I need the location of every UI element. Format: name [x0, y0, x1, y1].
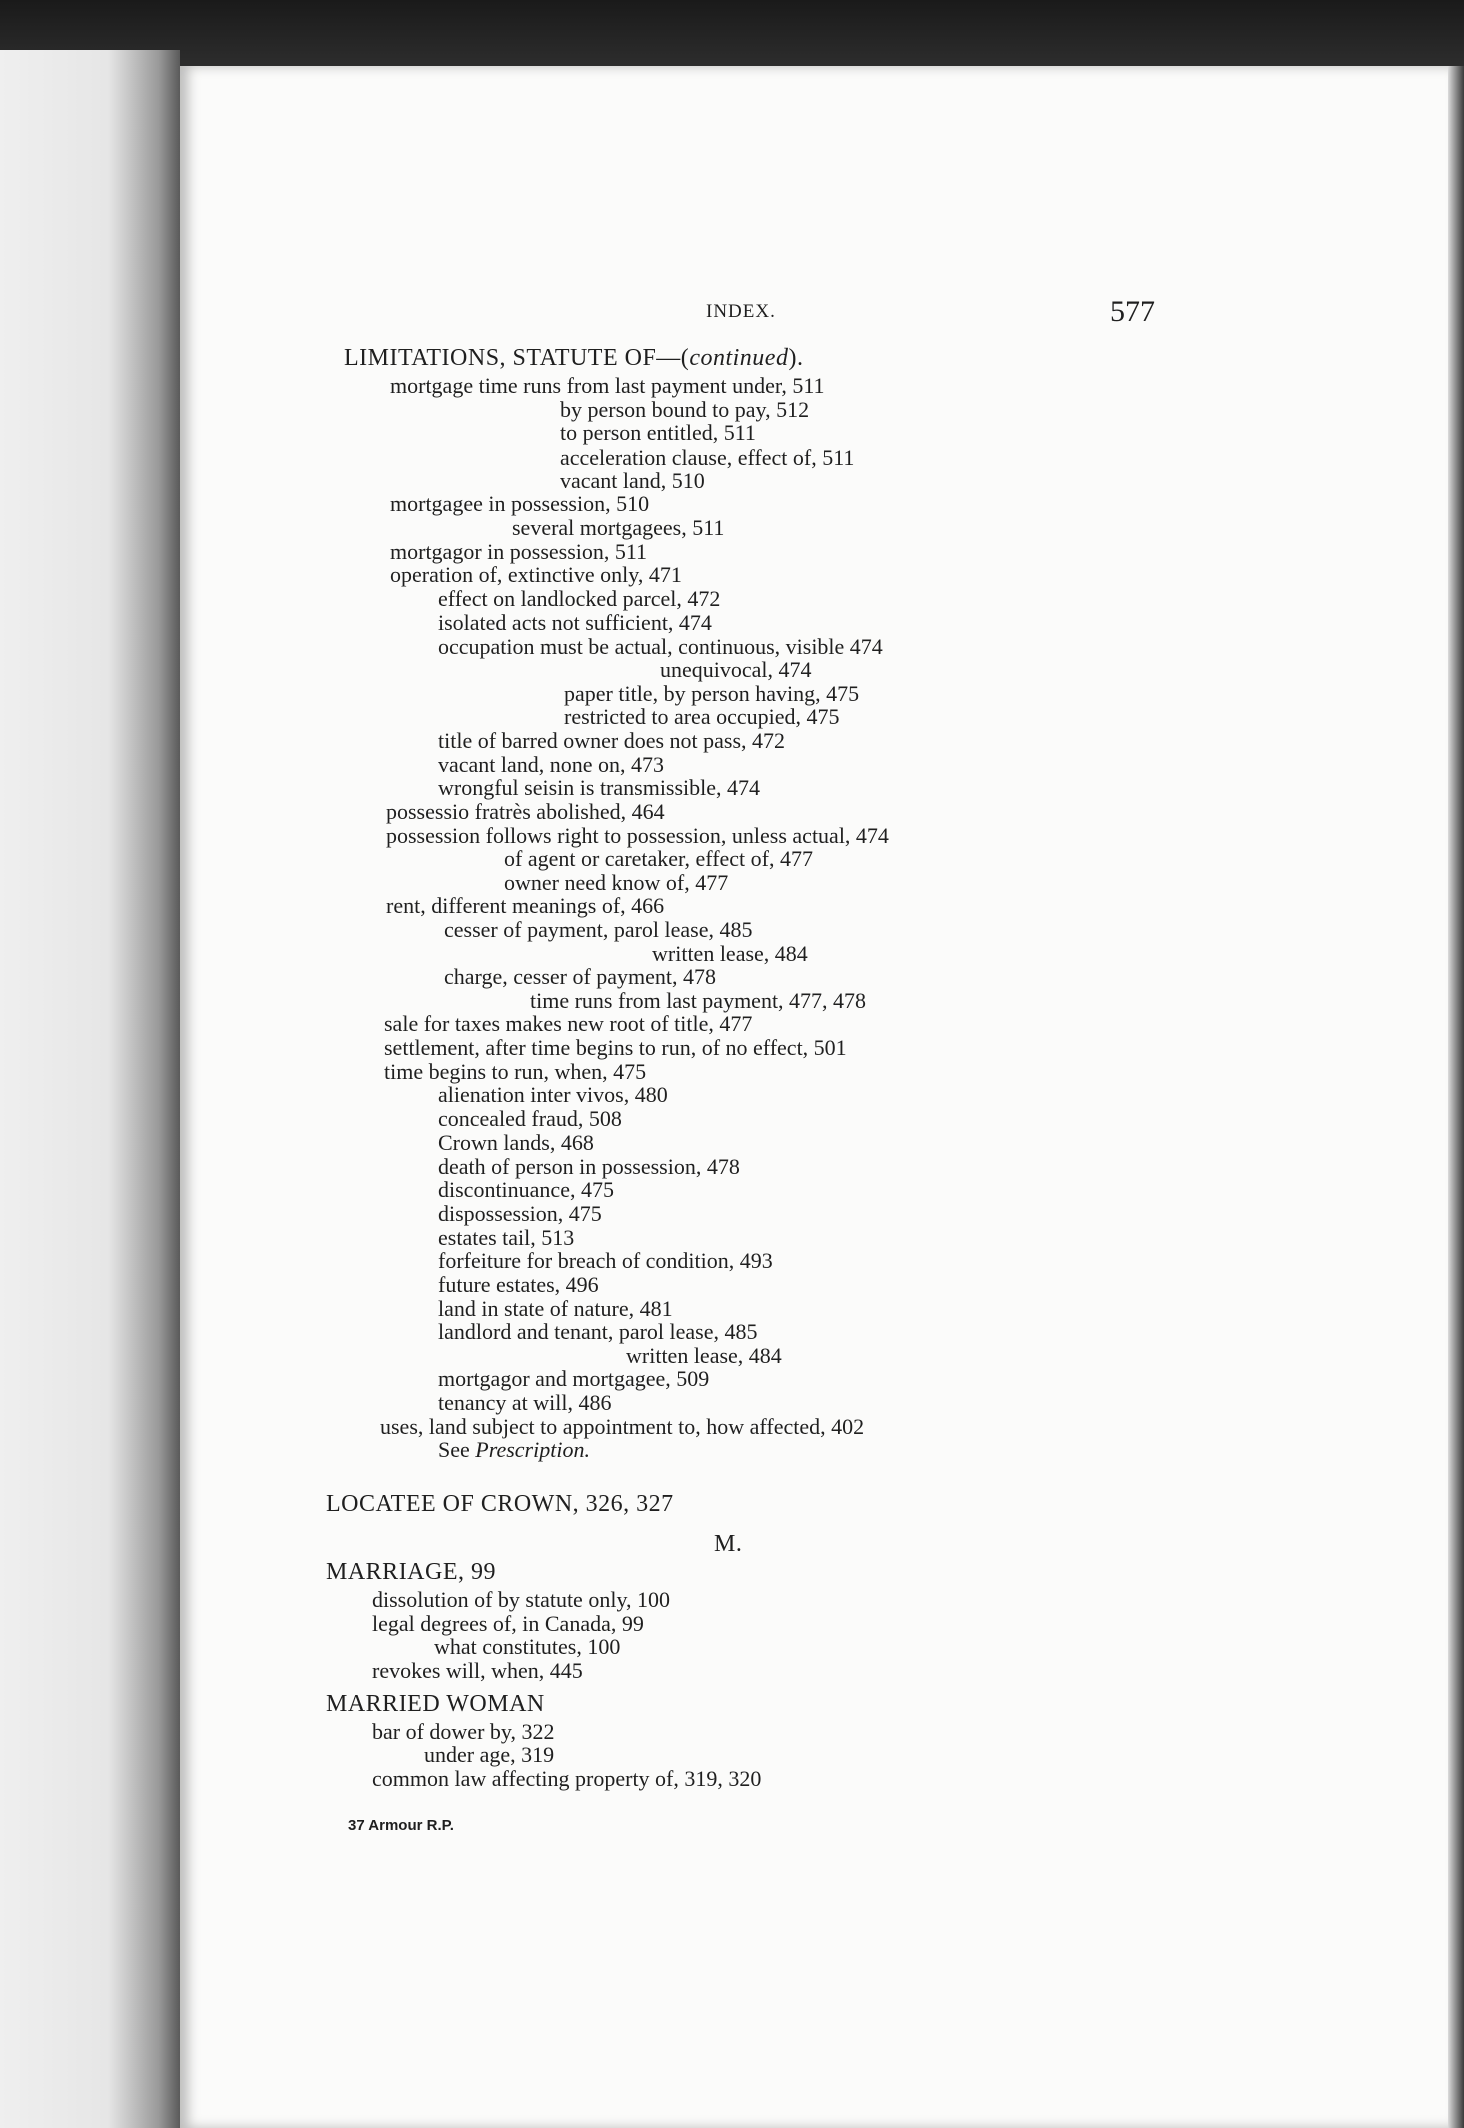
index-entry: concealed fraud, 508	[438, 1106, 622, 1131]
index-entry: discontinuance, 475	[438, 1177, 614, 1202]
index-heading-end: ).	[788, 345, 804, 371]
see-prefix: See	[438, 1437, 476, 1462]
index-entry: landlord and tenant, parol lease, 485	[438, 1319, 758, 1344]
index-entry: death of person in possession, 478	[438, 1154, 740, 1179]
index-heading-limitations	[344, 346, 803, 370]
index-entry: by person bound to pay, 512	[560, 397, 810, 422]
see-target: Prescription.	[475, 1437, 590, 1462]
index-entry: legal degrees of, in Canada, 99	[372, 1611, 644, 1636]
index-entry: bar of dower by, 322	[372, 1719, 555, 1744]
index-entry: time begins to run, when, 475	[384, 1059, 647, 1084]
index-entry: acceleration clause, effect of, 511	[560, 445, 855, 470]
letter-section-m: M.	[714, 1531, 743, 1557]
index-entry: rent, different meanings of, 466	[386, 893, 665, 918]
index-entry: effect on landlocked parcel, 472	[438, 586, 721, 611]
index-entry: mortgage time runs from last payment under, 511	[390, 373, 825, 398]
index-entry: what constitutes, 100	[434, 1634, 621, 1659]
index-entry: cesser of payment, parol lease, 485	[444, 917, 753, 942]
index-entry: dissolution of by statute only, 100	[372, 1587, 671, 1612]
running-head: INDEX.	[706, 301, 776, 322]
index-entry: isolated acts not sufficient, 474	[438, 610, 712, 635]
index-entry: tenancy at will, 486	[438, 1390, 612, 1415]
index-heading-locatee: LOCATEE OF CROWN, 326, 327	[326, 1491, 674, 1517]
index-entry: land in state of nature, 481	[438, 1296, 673, 1321]
index-entry: mortgagor and mortgagee, 509	[438, 1366, 710, 1391]
index-entry: charge, cesser of payment, 478	[444, 964, 717, 989]
scan-top-band	[0, 0, 1464, 70]
index-entry: several mortgagees, 511	[512, 515, 725, 540]
page-number: 577	[1110, 295, 1155, 328]
index-entry: settlement, after time begins to run, of no effect, 501	[384, 1035, 847, 1060]
continued-mark: continued	[689, 345, 789, 371]
index-entry: paper title, by person having, 475	[564, 681, 860, 706]
index-entry: possession follows right to possession, unless actual, 474	[386, 823, 889, 848]
index-entry: wrongful seisin is transmissible, 474	[438, 775, 761, 800]
index-entry: vacant land, 510	[560, 468, 705, 493]
index-entry: dispossession, 475	[438, 1201, 602, 1226]
index-entry: sale for taxes makes new root of title, 477	[384, 1011, 753, 1036]
index-entry: common law affecting property of, 319, 320	[372, 1766, 762, 1791]
index-entry: Crown lands, 468	[438, 1130, 594, 1155]
index-heading-marriage: MARRIAGE, 99	[326, 1559, 497, 1585]
index-entry: unequivocal, 474	[660, 657, 812, 682]
index-entry: written lease, 484	[626, 1343, 782, 1368]
index-entry: alienation inter vivos, 480	[438, 1082, 668, 1107]
index-entry: operation of, extinctive only, 471	[390, 562, 682, 587]
index-entry: uses, land subject to appointment to, how affected, 402	[380, 1414, 865, 1439]
index-entry: mortgagee in possession, 510	[390, 491, 650, 516]
index-entry: mortgagor in possession, 511	[390, 539, 648, 564]
signature-mark: 37 Armour R.P.	[348, 1817, 454, 1834]
see-also-reference	[438, 1438, 590, 1462]
index-entry: estates tail, 513	[438, 1225, 575, 1250]
index-entry: title of barred owner does not pass, 472	[438, 728, 786, 753]
index-entry: revokes will, when, 445	[372, 1658, 583, 1683]
index-entry: restricted to area occupied, 475	[564, 704, 840, 729]
index-entry: under age, 319	[424, 1742, 555, 1767]
facing-page-edge	[0, 50, 180, 2128]
index-entry: vacant land, none on, 473	[438, 752, 665, 777]
index-entry: to person entitled, 511	[560, 420, 756, 445]
index-entry: forfeiture for breach of condition, 493	[438, 1248, 773, 1273]
index-entry: of agent or caretaker, effect of, 477	[504, 846, 813, 871]
index-heading-text: LIMITATIONS, STATUTE OF—(	[344, 345, 690, 371]
index-entry: written lease, 484	[652, 941, 808, 966]
page-right-edge	[1448, 66, 1464, 2128]
index-entry: owner need know of, 477	[504, 870, 729, 895]
index-entry: time runs from last payment, 477, 478	[530, 988, 867, 1013]
index-heading-married-woman: MARRIED WOMAN	[326, 1691, 545, 1717]
index-entry: future estates, 496	[438, 1272, 599, 1297]
index-entry: possessio fratrès abolished, 464	[386, 799, 665, 824]
index-entry: occupation must be actual, continuous, visible 474	[438, 634, 883, 659]
